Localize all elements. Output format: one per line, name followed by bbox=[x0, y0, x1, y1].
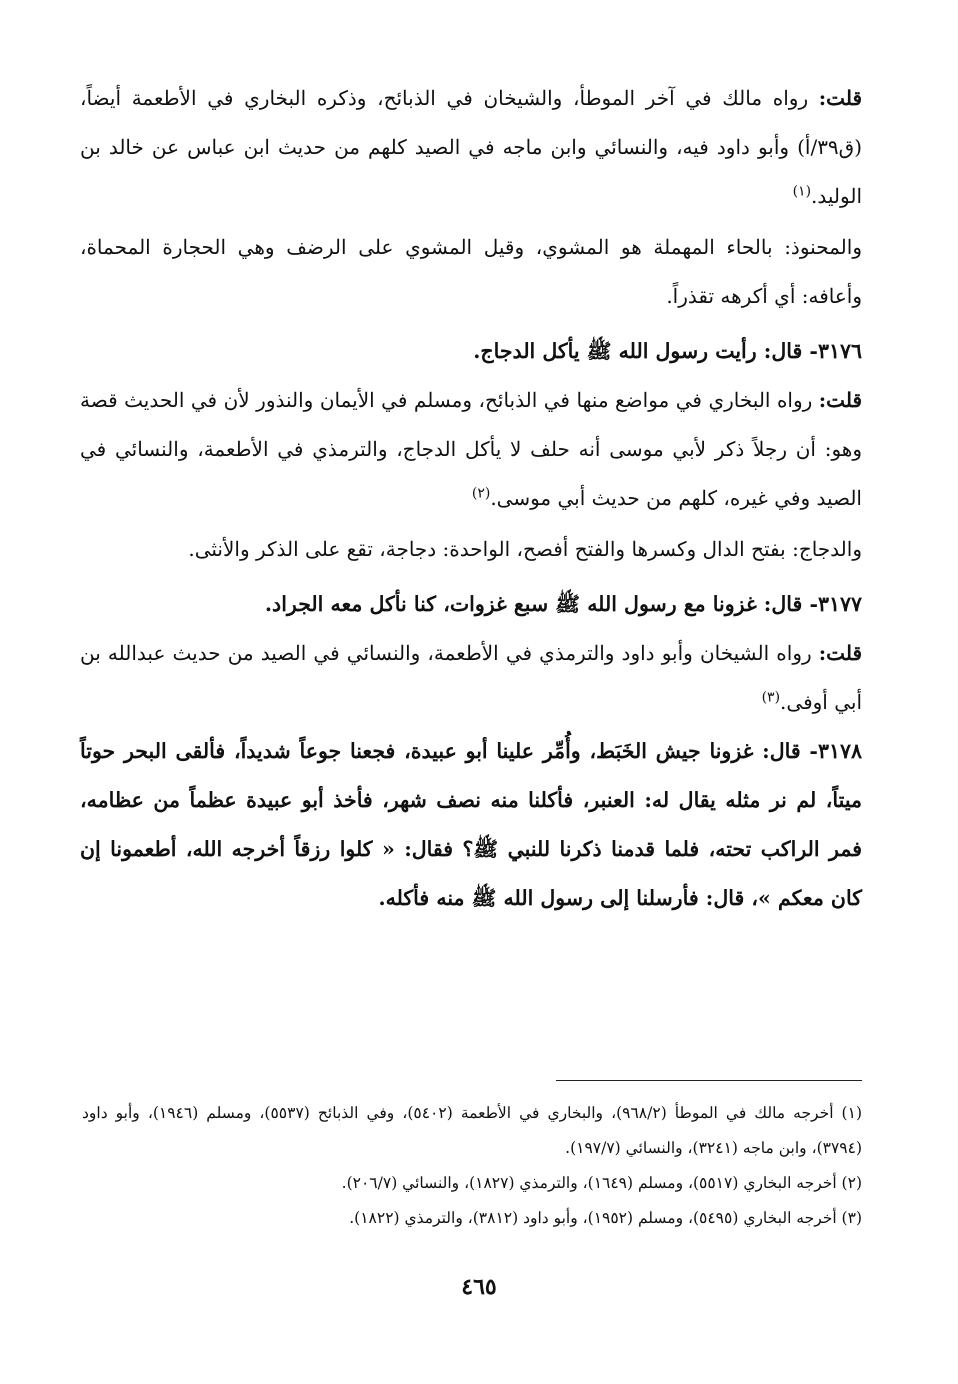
gloss-paragraph: والمحنوذ: بالحاء المهملة هو المشوي، وقيل المشوي على الرضف وهي الحجارة المحماة، وأعافه: أي أكرهه تقذراً. bbox=[80, 235, 862, 308]
footnotes bbox=[82, 1096, 862, 1236]
footnote-2: (٢) أخرجه البخاري (٥٥١٧)، ومسلم (١٦٤٩)، والترمذي (١٨٢٧)، والنسائي (٢٠٦/٧). bbox=[341, 1174, 862, 1192]
comment-lead: قلت: bbox=[818, 86, 862, 110]
comment-lead: قلت: bbox=[818, 388, 862, 412]
gloss-paragraph: والدجاج: بفتح الدال وكسرها والفتح أفصح، الواحدة: دجاجة، تقع على الذكر والأنثى. bbox=[188, 537, 862, 561]
comment-paragraph bbox=[80, 74, 862, 221]
footnote-ref[interactable]: (١) bbox=[792, 183, 812, 200]
comment-paragraph bbox=[80, 629, 862, 727]
footnote-ref[interactable]: (٢) bbox=[471, 485, 491, 502]
comment-lead: قلت: bbox=[818, 641, 862, 665]
footnote-separator bbox=[556, 1080, 862, 1081]
hadith-heading: ٣١٧٦- قال: رأيت رسول الله ﷺ يأكل الدجاج. bbox=[473, 339, 862, 363]
comment-paragraph bbox=[80, 376, 862, 523]
hadith-paragraph: ٣١٧٨- قال: غزونا جيش الخَبَط، وأُمِّر علينا أبو عبيدة، فجعنا جوعاً شديداً، فألقى البحر حوتاً ميتاً، لم نر مثله يقال له: العنبر، فأكلنا منه نصف شهر، فأخذ أبو عبيدة عظماً من عظامه، فمر الراكب تحته، فلما قدمنا ذكرنا للنبي ﷺ؟ فقال: « كلوا رزقاً أخرجه الله، أطعمونا إن كان معكم »، قال: فأرسلنا إلى رسول الله ﷺ منه فأكله. bbox=[80, 739, 862, 910]
footnote-1: (١) أخرجه مالك في الموطأ (٩٦٨/٢)، والبخاري في الأطعمة (٥٤٠٢)، وفي الذبائح (٥٥٣٧)، ومسلم (١٩٤٦)، وأبو داود (٣٧٩٤)، وابن ماجه (٣٢٤١)، والنسائي (١٩٧/٧). bbox=[82, 1104, 862, 1157]
comment-text: رواه البخاري في مواضع منها في الذبائح، ومسلم في الأيمان والنذور لأن في الحديث قصة وهو: أن رجلاً ذكر لأبي موسى أنه حلف لا يأكل الدجاج، والترمذي في الأطعمة، والنسائي في الصيد وفي غيره، كلهم من حديث أبي موسى. bbox=[80, 388, 862, 510]
footnote-ref[interactable]: (٣) bbox=[761, 689, 781, 706]
footnote-3: (٣) أخرجه البخاري (٥٤٩٥)، ومسلم (١٩٥٢)، وأبو داود (٣٨١٢)، والترمذي (١٨٢٢). bbox=[349, 1209, 862, 1227]
page-number: ٤٦٥ bbox=[461, 1274, 497, 1300]
comment-text: رواه الشيخان وأبو داود والترمذي في الأطعمة، والنسائي في الصيد من حديث عبدالله بن أبي أوفى. bbox=[80, 641, 862, 714]
comment-text: رواه مالك في آخر الموطأ، والشيخان في الذبائح، وذكره البخاري في الأطعمة أيضاً، (ق٣٩/أ) وأبو داود فيه، والنسائي وابن ماجه في الصيد كلهم من حديث ابن عباس عن خالد بن الوليد. bbox=[80, 86, 862, 208]
hadith-heading: ٣١٧٧- قال: غزونا مع رسول الله ﷺ سبع غزوات، كنا نأكل معه الجراد. bbox=[264, 592, 862, 616]
